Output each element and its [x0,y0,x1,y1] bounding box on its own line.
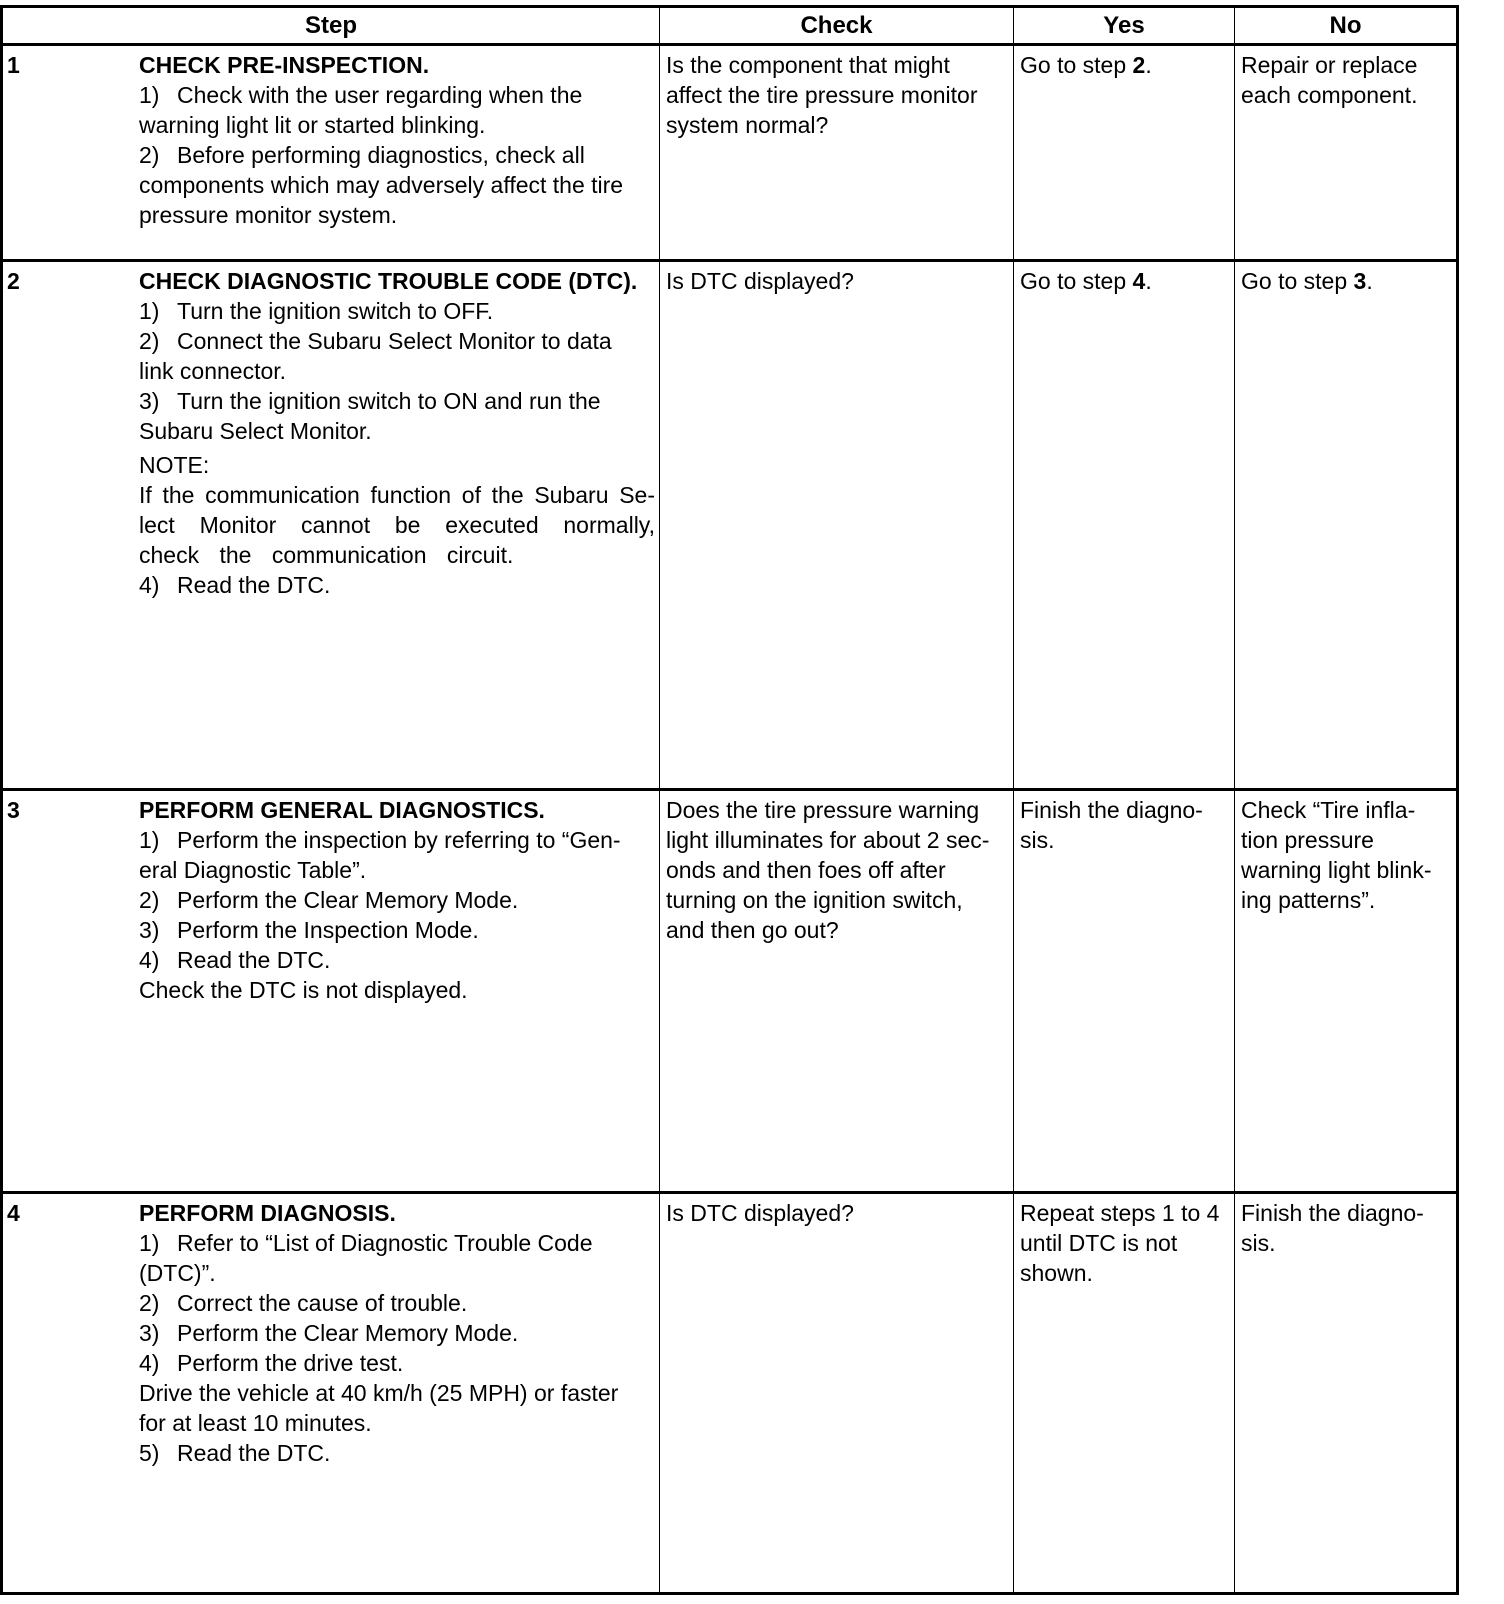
header-yes: Yes [1014,7,1235,45]
step-line: 4) Perform the drive test. [139,1350,404,1376]
step-line: (DTC)”. [139,1260,216,1286]
no-cell: Check “Tire infla-tion pressure warning light blink-ing patterns”. [1235,790,1458,1193]
step-line: Check the DTC is not displayed. [139,977,468,1003]
step-line: 2) Correct the cause of trouble. [139,1290,468,1316]
header-no: No [1235,7,1458,45]
step-number: 4 [7,1200,20,1226]
table-row [2,1193,1458,1594]
step-title: PERFORM GENERAL DIAGNOSTICS. [139,797,545,823]
step-cell [2,45,660,261]
check-cell: Is DTC displayed? [660,1193,1014,1594]
step-line: link connector. [139,358,287,384]
header-check: Check [660,7,1014,45]
step-line: 3) Perform the Clear Memory Mode. [139,1320,519,1346]
note-line: check the communication circuit. [139,542,514,568]
step-line: 2) Before performing diagnostics, check all [139,142,585,168]
yes-cell: Repeat steps 1 to 4 until DTC is not shown. [1014,1193,1235,1594]
yes-cell: Go to step 2. [1014,45,1235,261]
table-row [2,790,1458,1193]
check-cell: Is DTC displayed? [660,261,1014,790]
step-line: 1) Check with the user regarding when the [139,82,583,108]
step-title: CHECK DIAGNOSTIC TROUBLE CODE (DTC). [139,268,638,294]
step-line: 5) Read the DTC. [139,1440,331,1466]
step-number: 3 [7,797,20,823]
step-line: 1) Refer to “List of Diagnostic Trouble Code [139,1230,593,1256]
step-line: for at least 10 minutes. [139,1410,372,1436]
note-line: lect Monitor cannot be executed normally, [139,512,655,538]
note-label: NOTE: [139,452,210,478]
no-cell: Repair or replace each component. [1235,45,1458,261]
step-line: Drive the vehicle at 40 km/h (25 MPH) or faster [139,1380,619,1406]
table-row [2,45,1458,261]
step-line: 2) Perform the Clear Memory Mode. [139,887,519,913]
step-number: 1 [7,52,20,78]
step-cell [2,261,660,790]
step-line: warning light lit or started blinking. [139,112,486,138]
step-cell [2,790,660,1193]
no-cell: Finish the diagno-sis. [1235,1193,1458,1594]
step-title: CHECK PRE-INSPECTION. [139,52,430,78]
step-line: components which may adversely affect the tire [139,172,624,198]
note-line: If the communication function of the Subaru Se- [139,482,655,508]
yes-cell: Go to step 4. [1014,261,1235,790]
step-line: 1) Turn the ignition switch to OFF. [139,298,494,324]
step-line: Subaru Select Monitor. [139,418,372,444]
table-row [2,261,1458,790]
diagnostic-table [0,5,1459,1595]
step-number: 2 [7,268,20,294]
header-step: Step [2,7,660,45]
diagnostic-table-page [0,5,1459,1595]
step-line: 3) Turn the ignition switch to ON and run the [139,388,601,414]
check-cell: Is the component that might affect the tire pressure monitor system normal? [660,45,1014,261]
step-cell [2,1193,660,1594]
step-line: 1) Perform the inspection by referring to “Gen- [139,827,621,853]
yes-cell: Finish the diagno-sis. [1014,790,1235,1193]
step-line: eral Diagnostic Table”. [139,857,367,883]
step-line: pressure monitor system. [139,202,398,228]
step-line: 3) Perform the Inspection Mode. [139,917,479,943]
step-title: PERFORM DIAGNOSIS. [139,1200,396,1226]
no-cell: Go to step 3. [1235,261,1458,790]
step-line: 4) Read the DTC. [139,947,331,973]
step-line: 4) Read the DTC. [139,572,331,598]
check-cell: Does the tire pressure warning light illuminates for about 2 sec-onds and then foes off after turning on the ignition switch, and then go out? [660,790,1014,1193]
step-line: 2) Connect the Subaru Select Monitor to data [139,328,612,354]
table-header-row [2,7,1458,45]
